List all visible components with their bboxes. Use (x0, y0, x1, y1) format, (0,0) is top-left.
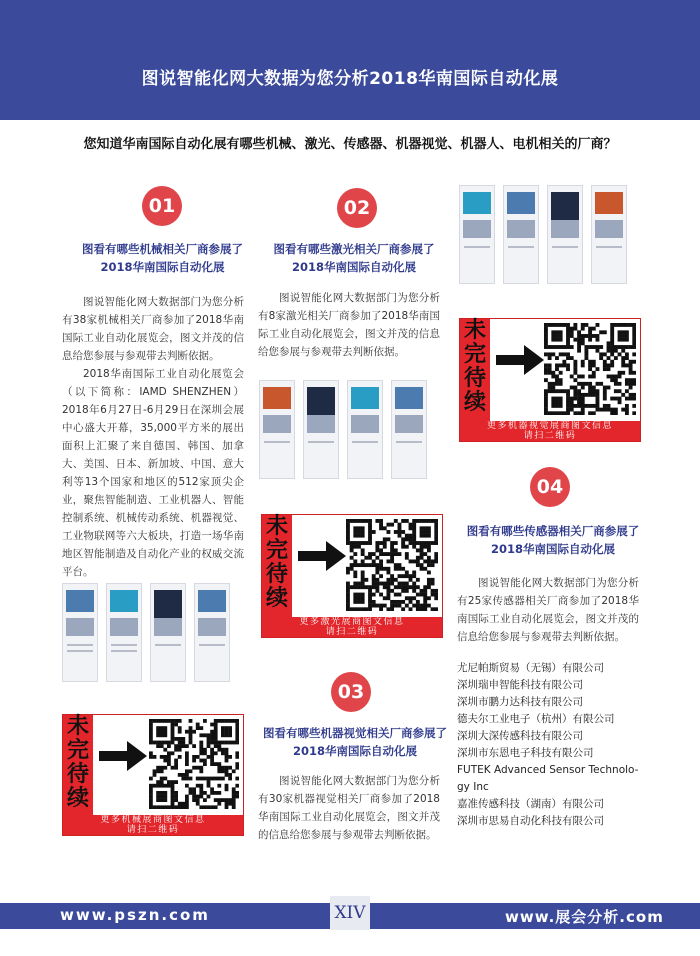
qr-caption (460, 421, 640, 441)
page-title: 图说智能化网大数据为您分析2018华南国际自动化展 (141, 69, 559, 89)
caption-line: 请扫二维码 (325, 627, 379, 637)
section-title-line: 2018华南国际自动化展 (291, 260, 416, 274)
label-char: 完 (463, 342, 486, 367)
label-char: 完 (265, 538, 288, 563)
list-item: 深圳市鹏力达科技有限公司 (457, 696, 583, 708)
arrow-right-icon (496, 355, 526, 365)
list-item: 深圳市思易自动化科技有限公司 (457, 815, 604, 827)
exhibitor-thumbnail (106, 583, 142, 682)
caption-line: 更多机器视觉展商图文信息 (486, 421, 613, 431)
caption-line: 请扫二维码 (126, 825, 180, 835)
paragraph: 2018华南国际工业自动化展览会（以下简称：IAMD SHENZHEN）2018年6月27日-6月29日在深圳会展中心盛大开幕，35,000平方米的展出面积上汇聚了来自德国、韩国、加拿大、美国、日本、新加坡、中国、意大利等13个国家和地区的512家顶尖企业，聚焦智能制造、工业机器人、智能控制系统、机械传动系统、机器视觉、工业物联网等六大板块，打造一场华南地区智能制造及自动化产业的权威交流平台。 (62, 368, 244, 578)
label-char: 续 (463, 390, 486, 415)
section-title (249, 724, 461, 760)
section-title-line: 2018华南国际自动化展 (100, 260, 225, 274)
label-char: 未 (66, 714, 89, 739)
list-item: FUTEK Advanced Sensor Technolo- (457, 764, 639, 776)
list-item: 尤尼帕斯贸易（无锡）有限公司 (457, 662, 604, 674)
qr-banner (459, 318, 641, 442)
section-title-line: 2018华南国际自动化展 (490, 542, 615, 556)
paragraph: 图说智能化网大数据部门为您分析有25家传感器相关厂商参加了2018华南国际工业自动化展览会，图文并茂的信息给您参展与参观带去判断依据。 (457, 577, 639, 643)
section-body (258, 772, 440, 844)
list-item: 深圳大深传感科技有限公司 (457, 730, 583, 742)
arrow-right-icon (298, 551, 328, 561)
exhibitor-thumbnail (259, 380, 295, 479)
exhibitor-thumbnails (259, 380, 427, 479)
page-number: XIV (330, 896, 370, 930)
exhibitor-thumbnail (391, 380, 427, 479)
section-title-line: 图看有哪些传感器相关厂商参展了 (466, 524, 640, 538)
exhibitor-thumbnail (194, 583, 230, 682)
to-be-continued-label (460, 319, 490, 421)
paragraph: 图说智能化网大数据部门为您分析有38家机械相关厂商参加了2018华南国际工业自动化展览会，图文并茂的信息给您参展与参观带去判断依据。 (62, 296, 244, 362)
exhibitor-thumbnail (303, 380, 339, 479)
footer-website-link[interactable]: www.pszn.com (60, 906, 210, 924)
arrow-head-icon (326, 541, 346, 571)
label-char: 未 (463, 318, 486, 343)
section-body (62, 293, 244, 581)
label-char: 续 (265, 586, 288, 611)
arrow-head-icon (524, 345, 544, 375)
section-body (457, 574, 639, 646)
paragraph: 图说智能化网大数据部门为您分析有8家激光相关厂商参加了2018华南国际工业自动化展览会，图文并茂的信息给您参展与参观带去判断依据。 (258, 292, 440, 358)
section-title (254, 240, 454, 276)
section-title-line: 图看有哪些机器视觉相关厂商参展了 (263, 726, 447, 740)
exhibitor-thumbnails (62, 583, 230, 682)
qr-code-icon[interactable] (544, 323, 636, 415)
section-title-line: 图看有哪些激光相关厂商参展了 (273, 242, 435, 256)
exhibitor-thumbnail (62, 583, 98, 682)
header-band (0, 0, 700, 120)
exhibitor-thumbnail (347, 380, 383, 479)
qr-caption (262, 617, 442, 637)
label-char: 待 (265, 562, 288, 587)
section-body (258, 289, 440, 361)
label-char: 完 (66, 738, 89, 763)
label-char: 未 (265, 514, 288, 539)
qr-caption (63, 815, 243, 835)
caption-line: 更多机械展商图文信息 (100, 815, 206, 825)
section-number-badge: 04 (530, 467, 570, 507)
list-item: 深圳瑞申智能科技有限公司 (457, 679, 583, 691)
exhibitor-thumbnails (459, 185, 627, 284)
section-title-line: 图看有哪些机械相关厂商参展了 (82, 242, 243, 256)
exhibitor-thumbnail (459, 185, 495, 284)
section-number-badge: 03 (331, 672, 371, 712)
to-be-continued-label (262, 515, 292, 617)
list-item: 深圳市东恩电子科技有限公司 (457, 747, 594, 759)
list-item: 嘉准传感科技（湖南）有限公司 (457, 798, 604, 810)
label-char: 续 (66, 786, 89, 811)
section-number-badge: 02 (337, 188, 377, 228)
arrow-head-icon (127, 741, 147, 771)
qr-banner (261, 514, 443, 638)
exhibitor-thumbnail (591, 185, 627, 284)
arrow-right-icon (99, 751, 129, 761)
qr-banner (62, 714, 244, 836)
exhibitor-thumbnail (547, 185, 583, 284)
list-item: 德夫尔工业电子（杭州）有限公司 (457, 713, 615, 725)
intro-question: 您知道华南国际自动化展有哪些机械、激光、传感器、机器视觉、机器人、电机相关的厂商？ (83, 137, 617, 152)
label-char: 待 (463, 366, 486, 391)
caption-line: 更多激光展商图文信息 (299, 617, 405, 627)
qr-code-icon[interactable] (346, 519, 438, 611)
section-title (60, 240, 265, 276)
section-title-line: 2018华南国际自动化展 (292, 744, 417, 758)
exhibitor-thumbnail (150, 583, 186, 682)
company-list (457, 660, 647, 830)
section-title (452, 522, 654, 558)
qr-code-icon[interactable] (149, 719, 239, 809)
label-char: 待 (66, 762, 89, 787)
exhibitor-thumbnail (503, 185, 539, 284)
list-item: gy Inc (457, 781, 489, 793)
to-be-continued-label (63, 715, 93, 815)
section-number-badge: 01 (142, 186, 182, 226)
footer-website-link-alt[interactable]: www.展会分析.com (505, 908, 664, 926)
caption-line: 请扫二维码 (523, 431, 577, 441)
paragraph: 图说智能化网大数据部门为您分析有30家机器视觉相关厂商参加了2018华南国际工业自动化展览会，图文并茂的信息给您参展与参观带去判断依据。 (258, 775, 440, 841)
